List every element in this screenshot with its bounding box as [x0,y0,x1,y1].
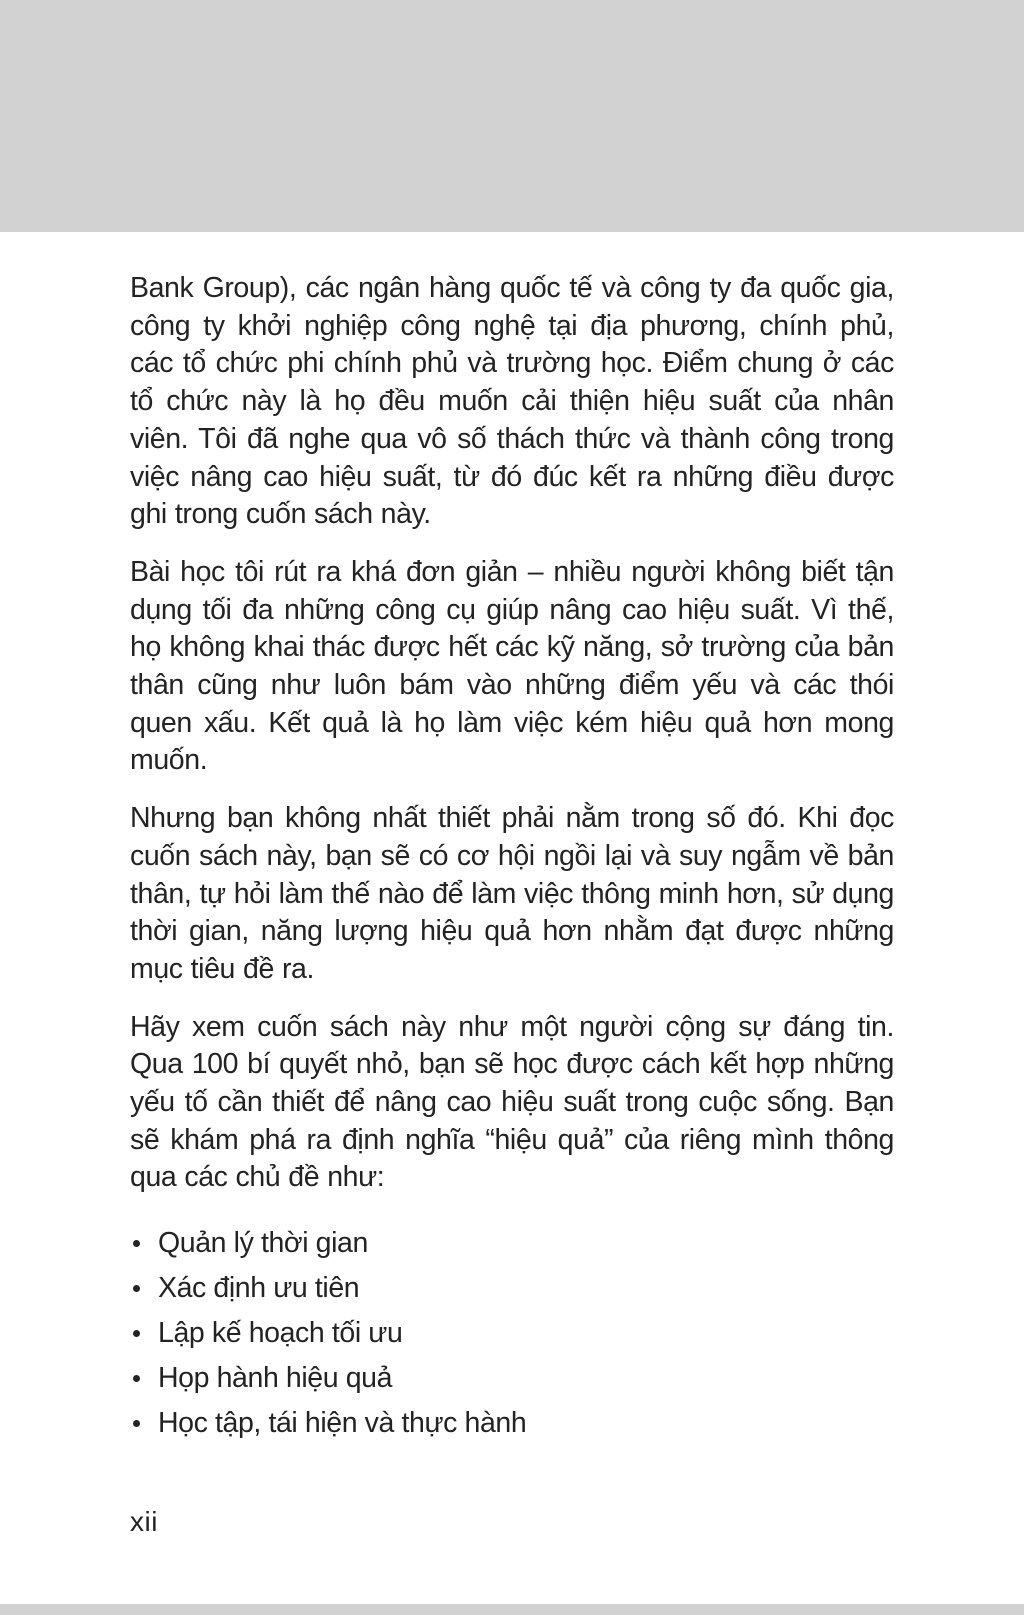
list-item-label: Xác định ưu tiên [158,1272,360,1305]
list-item [130,1356,894,1401]
paragraph: Bài học tôi rút ra khá đơn giản – nhiều người không biết tận dụng tối đa những công cụ giúp nâng cao hiệu suất. Vì thế, họ không khai thác được hết các kỹ năng, sở trường của bản thân cũng như luôn bám vào những điểm yếu và các thói quen xấu. Kết quả là họ làm việc kém hiệu quả hơn mong muốn. [130,555,894,777]
list-item [130,1401,894,1446]
page-separator-top [0,0,1024,232]
list-item [130,1311,894,1356]
list-item-label: Lập kế hoạch tối ưu [158,1317,403,1350]
page-text-block [130,232,894,1446]
topics-list [130,1221,894,1446]
paragraph: Nhưng bạn không nhất thiết phải nằm trong số đó. Khi đọc cuốn sách này, bạn sẽ có cơ hội ngồi lại và suy ngẫm về bản thân, tự hỏi làm thế nào để làm việc thông minh hơn, sử dụng thời gian, năng lượng hiệu quả hơn nhằm đạt được những mục tiêu đề ra. [130,802,894,985]
page-separator-bottom [0,1604,1024,1615]
list-item-label: Học tập, tái hiện và thực hành [158,1407,527,1440]
bullet-icon [133,1285,140,1292]
list-item [130,1266,894,1311]
bullet-icon [133,1240,140,1247]
paragraph: Bank Group), các ngân hàng quốc tế và công ty đa quốc gia, công ty khởi nghiệp công nghệ tại địa phương, chính phủ, các tổ chức phi chính phủ và trường học. Điểm chung ở các tổ chức này là họ đều muốn cải thiện hiệu suất của nhân viên. Tôi đã nghe qua vô số thách thức và thành công trong việc nâng cao hiệu suất, từ đó đúc kết ra những điều được ghi trong cuốn sách này. [130,272,894,531]
page-number: xii [130,1506,158,1537]
bullet-icon [133,1330,140,1337]
bullet-icon [133,1375,140,1382]
list-item-label: Quản lý thời gian [158,1227,368,1260]
bullet-icon [133,1420,140,1427]
paragraph: Hãy xem cuốn sách này như một người cộng sự đáng tin. Qua 100 bí quyết nhỏ, bạn sẽ học được cách kết hợp những yếu tố cần thiết để nâng cao hiệu suất trong cuộc sống. Bạn sẽ khám phá ra định nghĩa “hiệu quả” của riêng mình thông qua các chủ đề như: [130,1010,894,1194]
list-item-label: Họp hành hiệu quả [158,1362,393,1395]
list-item [130,1221,894,1266]
